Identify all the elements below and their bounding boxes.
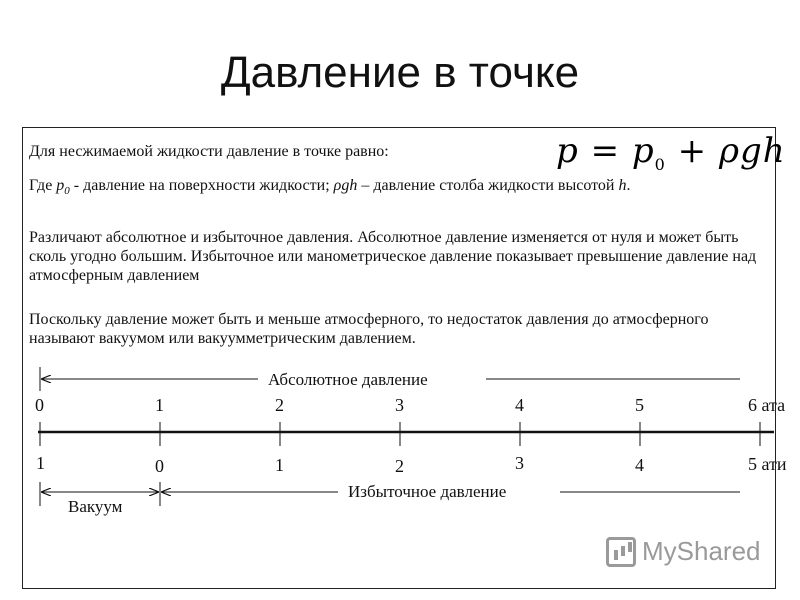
absolute-tick-label: 6 ата xyxy=(748,395,786,415)
vacuum-label: Вакуум xyxy=(68,497,123,516)
axis-ticks xyxy=(40,422,760,446)
myshared-logo xyxy=(606,536,761,567)
logo-text: MyShared xyxy=(642,536,761,566)
excess-tick-label: 2 xyxy=(395,456,404,476)
absolute-tick-label: 5 xyxy=(635,395,644,415)
paragraph-definitions: Где $p_0$ - давление на поверхности жидкости; ρgh – давление столба жидкости высотой h. xyxy=(29,177,631,198)
excess-tick-label: 1 xyxy=(36,453,45,473)
paragraph-intro: Для несжимаемой жидкости давление в точке равно: xyxy=(29,143,389,160)
excess-tick-label: 5 ати xyxy=(748,454,787,474)
page-title: Давление в точке xyxy=(220,48,580,97)
absolute-tick-label: 3 xyxy=(395,395,404,415)
absolute-tick-label: 4 xyxy=(515,395,524,415)
excess-pressure-label: Избыточное давление xyxy=(348,482,507,501)
excess-tick-label: 0 xyxy=(155,456,164,476)
excess-tick-label: 1 xyxy=(275,455,284,475)
paragraph-absolute-excess: Различают абсолютное и избыточное давления. Абсолютное давление изменяется от нуля и может быть сколь угодно большим. Избыточное или манометрическое давление показывает превышение давление над атмосферным давлением xyxy=(29,229,757,284)
absolute-tick-label: 2 xyxy=(275,395,284,415)
excess-tick-label: 4 xyxy=(635,455,644,475)
absolute-pressure-label: Абсолютное давление xyxy=(268,370,428,389)
absolute-tick-label: 1 xyxy=(155,395,164,415)
paragraph-vacuum: Поскольку давление может быть и меньше атмосферного, то недостаток давления до атмосферного называют вакуумом или вакуумметрическим давлением. xyxy=(29,311,709,347)
pressure-formula: $p = p_0 + \rho gh$ xyxy=(556,131,786,174)
excess-tick-label: 3 xyxy=(515,453,524,473)
absolute-tick-label: 0 xyxy=(35,395,44,415)
bar-chart-icon xyxy=(606,537,636,567)
